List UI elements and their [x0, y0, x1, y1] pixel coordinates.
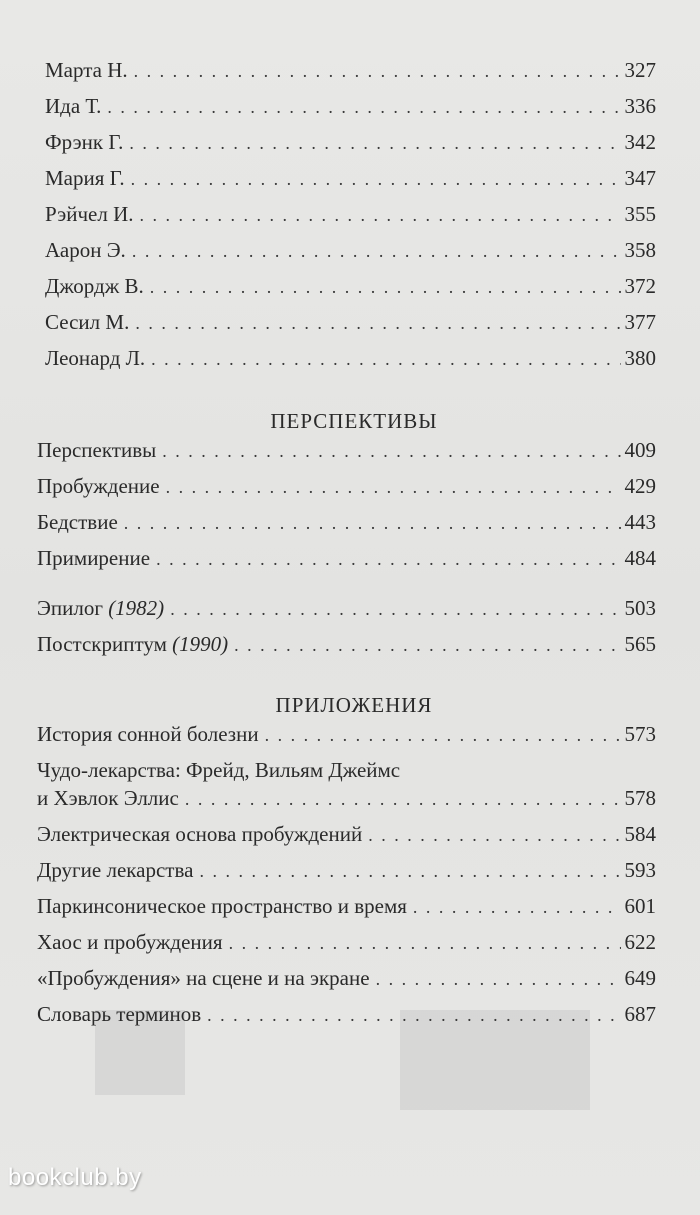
dot-leader	[135, 311, 620, 335]
entry-title: Пробуждение	[37, 474, 160, 498]
dot-leader	[166, 475, 621, 499]
toc-entry	[0, 438, 700, 474]
entry-title: История сонной болезни	[37, 722, 259, 746]
toc-entry	[0, 722, 700, 758]
dot-leader	[150, 275, 621, 299]
toc-entry	[0, 510, 700, 546]
dot-leader	[156, 547, 620, 571]
dot-leader	[170, 597, 620, 621]
entry-page-number: 601	[624, 894, 656, 918]
entry-title-line2: и Хэвлок Эллис	[37, 786, 179, 810]
entry-page-number: 380	[624, 346, 656, 370]
site-watermark: bookclub.by	[8, 1164, 142, 1191]
toc-entry	[0, 310, 700, 346]
dot-leader	[129, 131, 620, 155]
dot-leader	[234, 633, 620, 657]
entry-page-number: 355	[624, 202, 656, 226]
entry-title: Эпилог (1982)	[37, 596, 165, 620]
dot-leader	[132, 239, 621, 263]
entry-page-number: 372	[624, 274, 656, 298]
entry-title-line1: Чудо-лекарства: Фрейд, Вильям Джеймс	[37, 758, 401, 782]
toc-entry	[0, 58, 700, 94]
entry-page-number: 409	[624, 438, 656, 462]
toc-entry-epilog	[0, 596, 700, 632]
entry-page-number: 484	[624, 546, 656, 570]
toc-entry	[0, 130, 700, 166]
toc-entry	[0, 94, 700, 130]
dot-leader	[265, 723, 621, 747]
toc-entry	[0, 966, 700, 1002]
entry-page-number: 649	[624, 966, 656, 990]
entry-title: Джордж В.	[45, 274, 144, 298]
entry-title: Примирение	[37, 546, 151, 570]
entry-page-number: 622	[624, 930, 656, 954]
entry-page-number: 578	[624, 786, 656, 810]
toc-entry	[0, 1002, 700, 1038]
toc-group-appendices	[0, 688, 700, 1038]
entry-year: (1982)	[108, 596, 165, 620]
table-of-contents	[0, 58, 700, 1038]
toc-entry	[0, 546, 700, 582]
entry-title: Другие лекарства	[37, 858, 194, 882]
entry-title: Перспективы	[37, 438, 157, 462]
entry-title: «Пробуждения» на сцене и на экране	[37, 966, 370, 990]
toc-entry	[0, 274, 700, 310]
entry-page-number: 593	[624, 858, 656, 882]
toc-group-cases	[0, 58, 700, 382]
entry-title: Бедствие	[37, 510, 118, 534]
toc-entry	[0, 166, 700, 202]
entry-title: Сесил М.	[45, 310, 130, 334]
dot-leader	[413, 895, 621, 919]
dot-leader	[229, 931, 621, 955]
toc-entry	[0, 822, 700, 858]
entry-page-number: 687	[624, 1002, 656, 1026]
toc-entry-postscript	[0, 632, 700, 668]
dot-leader	[131, 167, 621, 191]
entry-page-number: 336	[624, 94, 656, 118]
toc-entry	[0, 758, 700, 822]
entry-page-number: 327	[624, 58, 656, 82]
entry-page-number: 347	[624, 166, 656, 190]
dot-leader	[134, 59, 621, 83]
entry-page-number: 584	[624, 822, 656, 846]
section-heading: ПЕРСПЕКТИВЫ	[270, 409, 438, 433]
entry-title: Словарь терминов	[37, 1002, 202, 1026]
entry-title: Фрэнк Г.	[45, 130, 124, 154]
dot-leader	[199, 859, 620, 883]
entry-title: Ида Т.	[45, 94, 102, 118]
entry-title: Постскриптум (1990)	[37, 632, 229, 656]
entry-title: Аарон Э.	[45, 238, 126, 262]
dot-leader	[162, 439, 620, 463]
section-heading: ПРИЛОЖЕНИЯ	[275, 693, 433, 717]
entry-title: Хаос и пробуждения	[37, 930, 223, 954]
dot-leader	[124, 511, 621, 535]
toc-entry	[0, 858, 700, 894]
entry-title: Марта Н.	[45, 58, 128, 82]
entry-year: (1990)	[172, 632, 229, 656]
entry-title: Леонард Л.	[45, 346, 146, 370]
toc-entry	[0, 894, 700, 930]
entry-page-number: 377	[624, 310, 656, 334]
entry-page-number: 443	[624, 510, 656, 534]
entry-title: Электрическая основа пробуждений	[37, 822, 363, 846]
entry-page-number: 503	[624, 596, 656, 620]
dot-leader	[207, 1003, 620, 1027]
toc-entry	[0, 202, 700, 238]
entry-page-number: 565	[624, 632, 656, 656]
dot-leader	[139, 203, 620, 227]
entry-title: Паркинсоническое пространство и время	[37, 894, 407, 918]
toc-group-perspectives	[0, 404, 700, 668]
entry-page-number: 429	[624, 474, 656, 498]
toc-entry	[0, 238, 700, 274]
dot-leader	[107, 95, 620, 119]
toc-entry	[0, 346, 700, 382]
toc-entry	[0, 930, 700, 966]
dot-leader	[368, 823, 620, 847]
entry-page-number: 573	[624, 722, 656, 746]
entry-page-number: 342	[624, 130, 656, 154]
toc-entry	[0, 474, 700, 510]
entry-page-number: 358	[624, 238, 656, 262]
dot-leader	[151, 347, 620, 371]
entry-title: Мария Г.	[45, 166, 125, 190]
dot-leader	[185, 787, 621, 811]
entry-title: Рэйчел И.	[45, 202, 134, 226]
dot-leader	[376, 967, 621, 991]
